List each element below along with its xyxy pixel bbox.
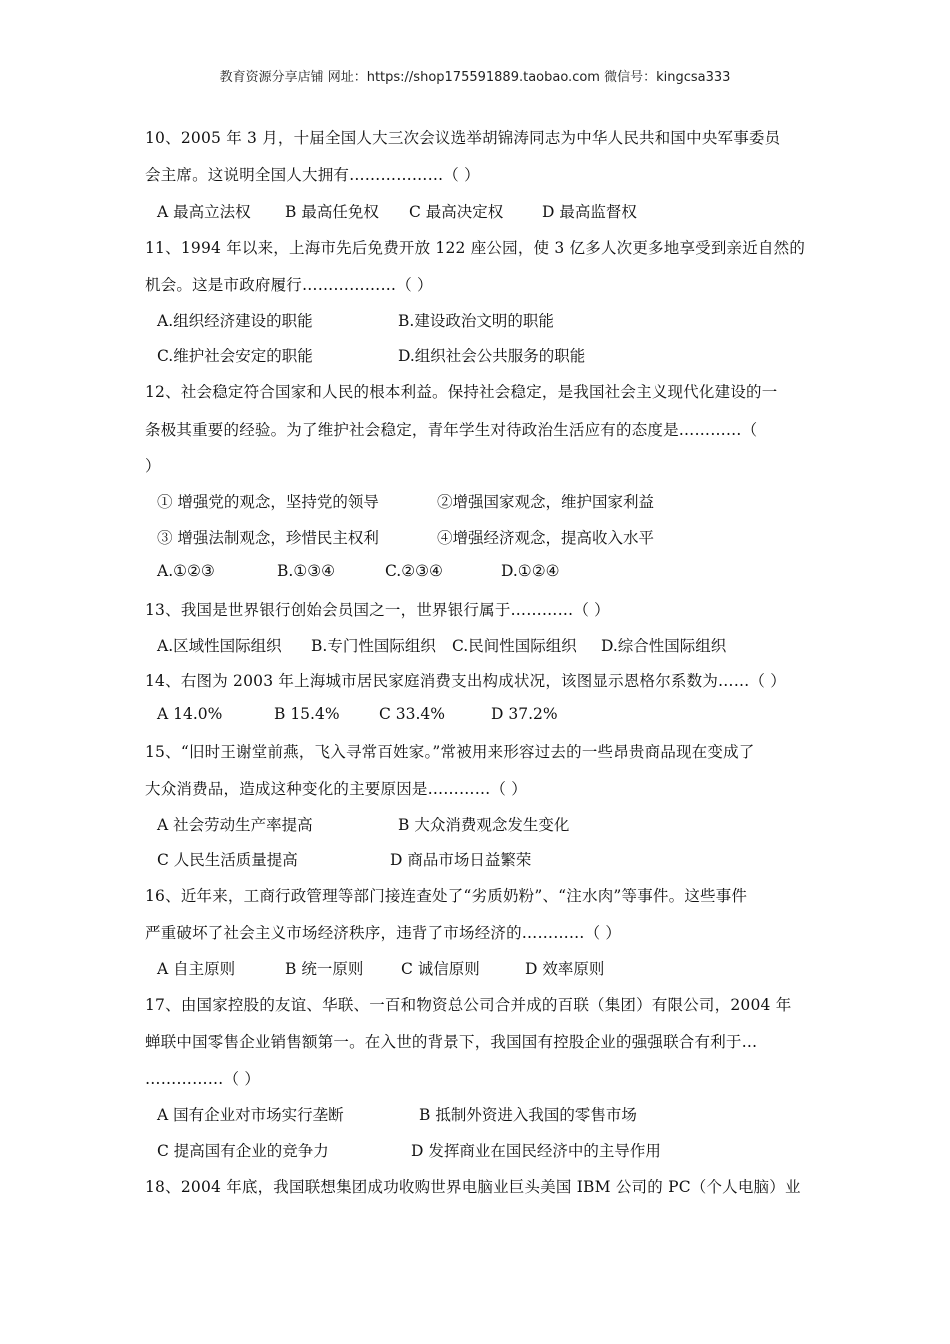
q13-option-c: C.民间性国际组织 xyxy=(452,637,577,655)
q17-option-b: B 抵制外资进入我国的零售市场 xyxy=(419,1106,637,1124)
q13-line1: 13、我国是世界银行创始会员国之一，世界银行属于…………（ ） xyxy=(145,601,610,619)
q14-line1: 14、右图为 2003 年上海城市居民家庭消费支出构成状况，该图显示恩格尔系数为……（ ） xyxy=(145,672,786,690)
q16-option-c: C 诚信原则 xyxy=(401,960,480,978)
q12-option-a: A.①②③ xyxy=(157,562,215,580)
q14-option-b: B 15.4% xyxy=(274,705,340,723)
q16-line1: 16、近年来，工商行政管理等部门接连查处了“劣质奶粉”、“注水肉”等事件。这些事件 xyxy=(145,887,748,905)
q13-option-b: B.专门性国际组织 xyxy=(311,637,436,655)
q10-line1: 10、2005 年 3 月，十届全国人大三次会议选举胡锦涛同志为中华人民共和国中央军事委员 xyxy=(145,129,781,147)
q11-option-c: C.维护社会安定的职能 xyxy=(157,347,313,365)
page-header: 教育资源分享店铺 网址：https://shop175591889.taobao.com 微信号：kingcsa333 xyxy=(219,70,731,85)
q17-option-a: A 国有企业对市场实行垄断 xyxy=(157,1106,344,1124)
q13-option-d: D.综合性国际组织 xyxy=(601,637,727,655)
q12-line3: ） xyxy=(145,457,161,475)
q11-option-b: B.建设政治文明的职能 xyxy=(398,312,554,330)
q13-option-a: A.区域性国际组织 xyxy=(157,637,282,655)
q12-item-4: ④增强经济观念，提高收入水平 xyxy=(437,529,655,547)
q18-line1: 18、2004 年底，我国联想集团成功收购世界电脑业巨头美国 IBM 公司的 PC（个人电脑）业 xyxy=(145,1178,801,1196)
q15-line2: 大众消费品，造成这种变化的主要原因是…………（ ） xyxy=(145,780,527,798)
q10-line2: 会主席。这说明全国人大拥有………………（ ） xyxy=(145,166,480,184)
q15-option-d: D 商品市场日益繁荣 xyxy=(390,851,532,869)
q12-option-d: D.①②④ xyxy=(501,562,560,580)
q16-line2: 严重破坏了社会主义市场经济秩序，违背了市场经济的…………（ ） xyxy=(145,924,622,942)
q10-option-c: C 最高决定权 xyxy=(409,203,504,221)
q15-option-b: B 大众消费观念发生变化 xyxy=(398,816,570,834)
q16-option-a: A 自主原则 xyxy=(157,960,236,978)
q10-option-a: A 最高立法权 xyxy=(157,203,251,221)
q10-option-b: B 最高任免权 xyxy=(285,203,379,221)
q17-line3: ……………（ ） xyxy=(145,1070,261,1088)
q12-line2: 条极其重要的经验。为了维护社会稳定，青年学生对待政治生活应有的态度是…………（ xyxy=(145,421,758,439)
q12-line1: 12、社会稳定符合国家和人民的根本利益。保持社会稳定，是我国社会主义现代化建设的一 xyxy=(145,383,778,401)
q16-option-b: B 统一原则 xyxy=(285,960,364,978)
q14-option-c: C 33.4% xyxy=(379,705,446,723)
q17-option-c: C 提高国有企业的竞争力 xyxy=(157,1142,329,1160)
q15-option-c: C 人民生活质量提高 xyxy=(157,851,298,869)
q12-option-b: B.①③④ xyxy=(277,562,336,580)
q11-option-d: D.组织社会公共服务的职能 xyxy=(398,347,586,365)
q17-option-d: D 发挥商业在国民经济中的主导作用 xyxy=(411,1142,661,1160)
q12-item-2: ②增强国家观念，维护国家利益 xyxy=(437,493,655,511)
q10-option-d: D 最高监督权 xyxy=(542,203,637,221)
q17-line2: 蝉联中国零售企业销售额第一。在入世的背景下，我国国有控股企业的强强联合有利于… xyxy=(145,1033,758,1051)
q11-option-a: A.组织经济建设的职能 xyxy=(157,312,313,330)
q14-option-a: A 14.0% xyxy=(157,705,223,723)
q15-option-a: A 社会劳动生产率提高 xyxy=(157,816,313,834)
q11-line1: 11、1994 年以来，上海市先后免费开放 122 座公园，使 3 亿多人次更多地享受到亲近自然的 xyxy=(145,239,806,257)
q11-line2: 机会。这是市政府履行………………（ ） xyxy=(145,276,433,294)
q14-option-d: D 37.2% xyxy=(491,705,558,723)
q16-option-d: D 效率原则 xyxy=(525,960,605,978)
q15-line1: 15、“旧时王谢堂前燕，飞入寻常百姓家。”常被用来形容过去的一些昂贵商品现在变成了 xyxy=(145,743,755,761)
q17-line1: 17、由国家控股的友谊、华联、一百和物资总公司合并成的百联（集团）有限公司，2004 年 xyxy=(145,996,792,1014)
q12-item-3: ③ 增强法制观念，珍惜民主权利 xyxy=(157,529,379,547)
q12-item-1: ① 增强党的观念，坚持党的领导 xyxy=(157,493,379,511)
q12-option-c: C.②③④ xyxy=(385,562,443,580)
